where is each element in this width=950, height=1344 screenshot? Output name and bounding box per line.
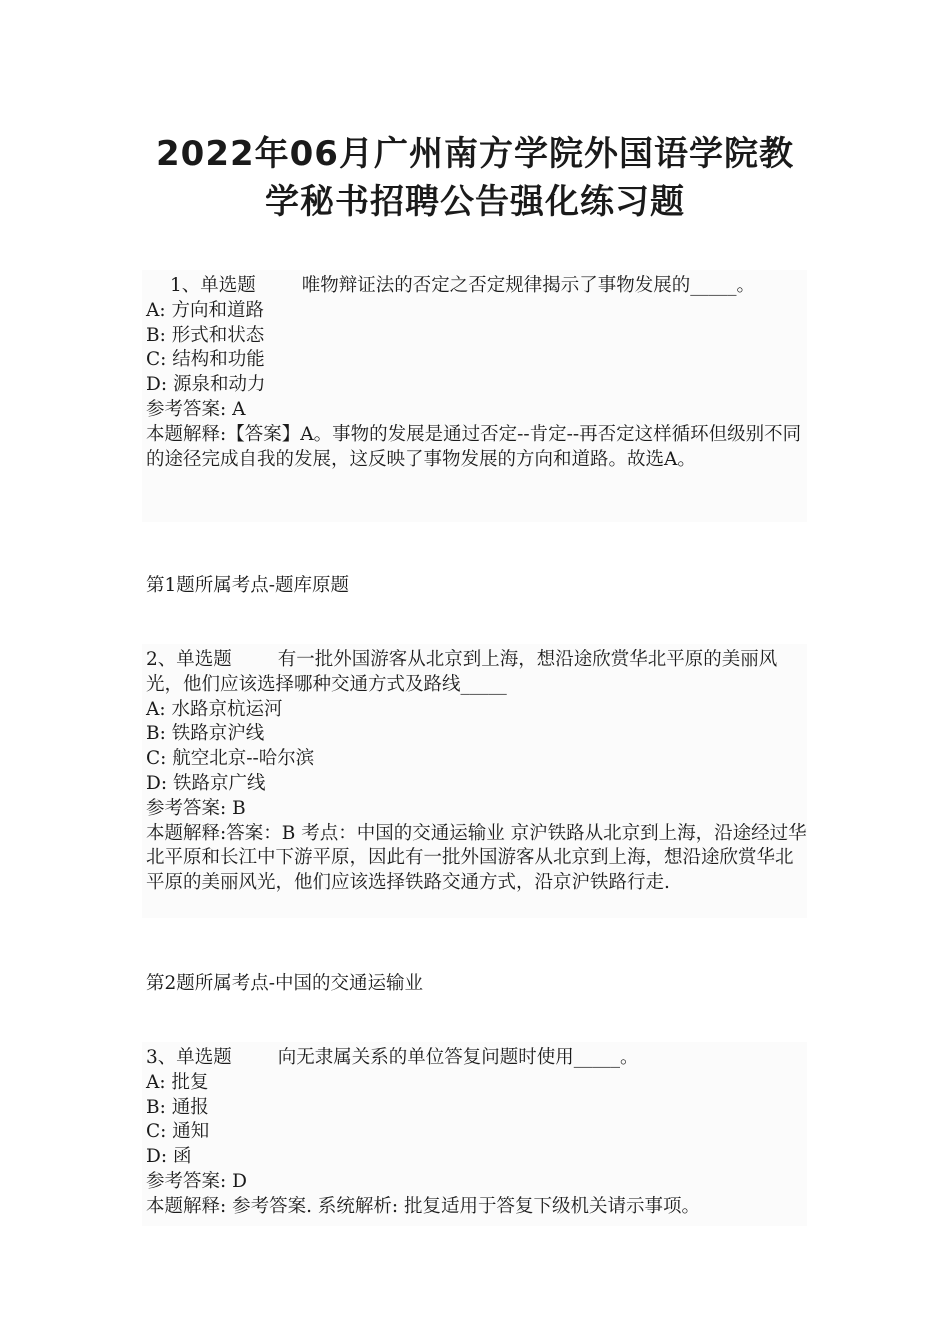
title-line-2: 学秘书招聘公告强化练习题 [265, 182, 685, 222]
question-number-type: 2、单选题 [146, 649, 232, 670]
question-2 [142, 644, 807, 918]
question-text: 唯物辩证法的否定之否定规律揭示了事物发展的_____。 [301, 275, 756, 296]
reference-answer: 参考答案: D [146, 1170, 247, 1192]
title-line-1: 2022年06月广州南方学院外国语学院教 [156, 134, 794, 174]
question-text: 向无隶属关系的单位答复问题时使用_____。 [277, 1047, 639, 1068]
question-stem [146, 1046, 807, 1071]
option-c: C: 通知 [146, 1121, 210, 1143]
explanation: 本题解释: 参考答案. 系统解析: 批复适用于答复下级机关请示事项。 [146, 1195, 700, 1217]
explanation: 本题解释:【答案】A。事物的发展是通过否定--肯定--再否定这样循环但级别不同的途径完成自我的发展，这反映了事物发展的方向和道路。故选A。 [146, 423, 802, 470]
document-title [0, 130, 950, 226]
reference-answer: 参考答案: A [146, 398, 246, 420]
question-stem [146, 648, 807, 698]
question-3 [142, 1042, 807, 1226]
option-b: B: 铁路京沪线 [146, 723, 265, 745]
option-c: C: 结构和功能 [146, 349, 265, 371]
question-number-type: 3、单选题 [146, 1047, 232, 1068]
reference-answer: 参考答案: B [146, 797, 246, 819]
option-c: C: 航空北京--哈尔滨 [146, 748, 315, 770]
question-1 [142, 270, 807, 522]
topic-label: 第1题所属考点-题库原题 [146, 575, 350, 596]
option-b: B: 通报 [146, 1096, 209, 1118]
question-stem [146, 274, 807, 299]
explanation: 本题解释:答案：B 考点：中国的交通运输业 京沪铁路从北京到上海，沿途经过华北平原和长江中下游平原，因此有一批外国游客从北京到上海，想沿途欣赏华北平原的美丽风光，他们应该选择铁路交通方式，沿京沪铁路行走. [146, 822, 807, 894]
option-d: D: 铁路京广线 [146, 772, 266, 794]
option-a: A: 批复 [146, 1071, 209, 1093]
option-a: A: 水路京杭运河 [146, 698, 283, 720]
topic-label: 第2题所属考点-中国的交通运输业 [146, 973, 424, 994]
option-d: D: 源泉和动力 [146, 374, 266, 396]
option-d: D: 函 [146, 1146, 192, 1168]
option-b: B: 形式和状态 [146, 324, 265, 346]
question-number-type: 1、单选题 [170, 275, 256, 296]
option-a: A: 方向和道路 [146, 299, 264, 321]
question-text: 有一批外国游客从北京到上海，想沿途欣赏华北平原的美丽风光，他们应该选择哪种交通方式及路线_____ [146, 649, 778, 695]
